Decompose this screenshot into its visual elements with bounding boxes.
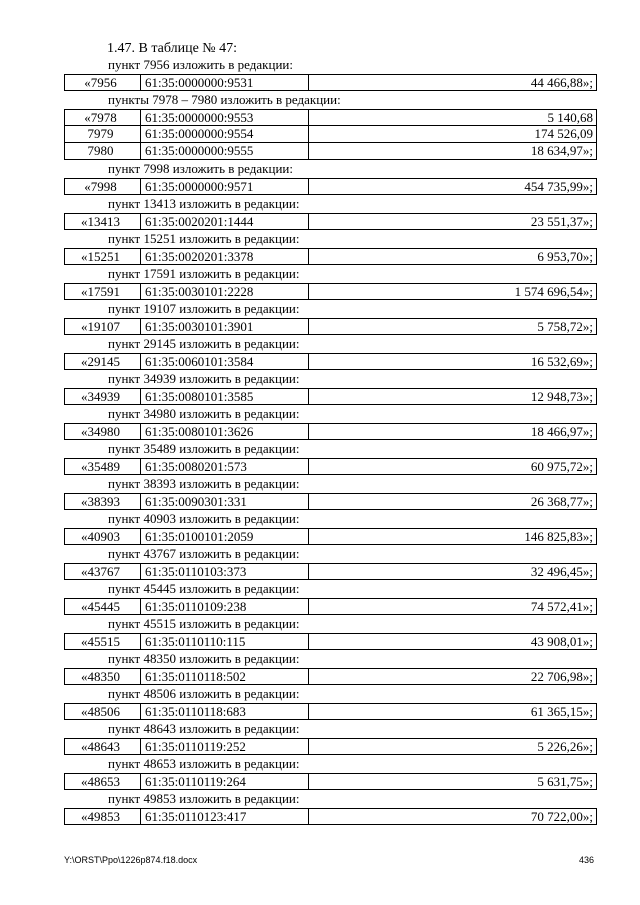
amendment-note: пункт 29145 изложить в редакции: (108, 336, 300, 351)
value-cell: 6 953,70»; (537, 249, 593, 264)
cadastral-number-cell: 61:35:0110119:252 (141, 739, 309, 754)
table-row (64, 493, 597, 510)
table-row (64, 563, 597, 580)
value-cell: 26 368,77»; (530, 494, 593, 509)
section-heading: 1.47. В таблице № 47: (107, 41, 238, 56)
amendment-note: пункт 35489 изложить в редакции: (108, 441, 300, 456)
amendment-note: пункт 13413 изложить в редакции: (108, 196, 300, 211)
value-cell: 43 908,01»; (530, 634, 593, 649)
value-cell: 74 572,41»; (530, 599, 593, 614)
value-cell: 32 496,45»; (530, 564, 593, 579)
amendment-note: пункт 7956 изложить в редакции: (108, 57, 293, 72)
item-number-cell: «29145 (65, 354, 141, 369)
value-cell: 5 631,75»; (537, 774, 593, 789)
table-row (64, 248, 597, 265)
item-number-cell: «48653 (65, 774, 141, 789)
amendment-note: пункт 48653 изложить в редакции: (108, 756, 300, 771)
table-row (64, 74, 597, 91)
value-cell: 1 574 696,54»; (514, 284, 593, 299)
table-row (64, 126, 597, 143)
cadastral-number-cell: 61:35:0100101:2059 (141, 529, 309, 544)
amendment-note: пункт 49853 изложить в редакции: (108, 791, 300, 806)
item-number-cell: «15251 (65, 249, 141, 264)
item-number-cell: «34980 (65, 424, 141, 439)
item-number-cell: «48643 (65, 739, 141, 754)
table-row (64, 598, 597, 615)
item-number-cell: «45515 (65, 634, 141, 649)
amendment-note: пункт 17591 изложить в редакции: (108, 266, 300, 281)
table-row (64, 633, 597, 650)
cadastral-number-cell: 61:35:0080201:573 (141, 459, 309, 474)
amendment-note: пункт 19107 изложить в редакции: (108, 301, 300, 316)
item-number-cell: «43767 (65, 564, 141, 579)
item-number-cell: 7980 (65, 143, 141, 159)
cadastral-number-cell: 61:35:0110103:373 (141, 564, 309, 579)
cadastral-number-cell: 61:35:0110118:502 (141, 669, 309, 684)
cadastral-number-cell: 61:35:0000000:9555 (141, 143, 309, 159)
item-number-cell: «48350 (65, 669, 141, 684)
cadastral-number-cell: 61:35:0110110:115 (141, 634, 309, 649)
value-cell: 18 466,97»; (530, 424, 593, 439)
amendment-note: пункт 38393 изложить в редакции: (108, 476, 300, 491)
value-cell: 5 226,26»; (537, 739, 593, 754)
table-row (64, 738, 597, 755)
table-row (64, 423, 597, 440)
item-number-cell: «7998 (65, 179, 141, 194)
value-cell: 454 735,99»; (524, 179, 593, 194)
footer-page-number: 436 (578, 855, 594, 865)
amendment-note: пункт 45515 изложить в редакции: (108, 616, 300, 631)
item-number-cell: «35489 (65, 459, 141, 474)
cadastral-number-cell: 61:35:0110123:417 (141, 809, 309, 824)
item-number-cell: «38393 (65, 494, 141, 509)
amendment-note: пункт 40903 изложить в редакции: (108, 511, 300, 526)
table-row (64, 178, 597, 195)
cadastral-number-cell: 61:35:0110119:264 (141, 774, 309, 789)
value-cell: 44 466,88»; (530, 75, 593, 90)
cadastral-number-cell: 61:35:0080101:3626 (141, 424, 309, 439)
table-row (64, 703, 597, 720)
value-cell: 12 948,73»; (530, 389, 593, 404)
cadastral-number-cell: 61:35:0030101:3901 (141, 319, 309, 334)
value-cell: 70 722,00»; (530, 809, 593, 824)
value-cell: 60 975,72»; (530, 459, 593, 474)
item-number-cell: «7978 (65, 110, 141, 125)
item-number-cell: «45445 (65, 599, 141, 614)
item-number-cell: 7979 (65, 126, 141, 142)
amendment-note: пункт 48350 изложить в редакции: (108, 651, 300, 666)
cadastral-number-cell: 61:35:0110109:238 (141, 599, 309, 614)
cadastral-number-cell: 61:35:0000000:9554 (141, 126, 309, 142)
amendment-note: пункт 43767 изложить в редакции: (108, 546, 300, 561)
value-cell: 5 758,72»; (537, 319, 593, 334)
amendment-note: пункт 45445 изложить в редакции: (108, 581, 300, 596)
item-number-cell: «13413 (65, 214, 141, 229)
table-row (64, 283, 597, 300)
amendment-note: пункт 34939 изложить в редакции: (108, 371, 300, 386)
cadastral-number-cell: 61:35:0000000:9553 (141, 110, 309, 125)
item-number-cell: «34939 (65, 389, 141, 404)
value-cell: 18 634,97»; (530, 143, 593, 158)
item-number-cell: «7956 (65, 75, 141, 90)
item-number-cell: «19107 (65, 319, 141, 334)
cadastral-number-cell: 61:35:0060101:3584 (141, 354, 309, 369)
table-row (64, 353, 597, 370)
cadastral-number-cell: 61:35:0000000:9571 (141, 179, 309, 194)
amendment-note: пункт 15251 изложить в редакции: (108, 231, 300, 246)
table-row (64, 528, 597, 545)
table-row (64, 773, 597, 790)
value-cell: 146 825,83»; (524, 529, 593, 544)
table-row (64, 388, 597, 405)
footer-file-path: Y:\ORST\Ppo\1226p874.f18.docx (64, 855, 198, 865)
item-number-cell: «40903 (65, 529, 141, 544)
value-cell: 174 526,09 (534, 126, 593, 141)
item-number-cell: «48506 (65, 704, 141, 719)
table-row (64, 808, 597, 825)
cadastral-number-cell: 61:35:0110118:683 (141, 704, 309, 719)
value-cell: 5 140,68 (547, 110, 593, 125)
table-row (64, 213, 597, 230)
table-row (64, 109, 597, 126)
item-number-cell: «17591 (65, 284, 141, 299)
value-cell: 61 365,15»; (530, 704, 593, 719)
amendments-table (64, 56, 597, 825)
amendment-note: пункт 48506 изложить в редакции: (108, 686, 300, 701)
value-cell: 23 551,37»; (530, 214, 593, 229)
amendment-note: пункты 7978 – 7980 изложить в редакции: (108, 92, 341, 107)
value-cell: 22 706,98»; (530, 669, 593, 684)
cadastral-number-cell: 61:35:0030101:2228 (141, 284, 309, 299)
cadastral-number-cell: 61:35:0080101:3585 (141, 389, 309, 404)
table-row (64, 318, 597, 335)
cadastral-number-cell: 61:35:0020201:3378 (141, 249, 309, 264)
cadastral-number-cell: 61:35:0000000:9531 (141, 75, 309, 90)
amendment-note: пункт 7998 изложить в редакции: (108, 161, 293, 176)
table-row (64, 143, 597, 160)
item-number-cell: «49853 (65, 809, 141, 824)
table-row (64, 458, 597, 475)
amendment-note: пункт 34980 изложить в редакции: (108, 406, 300, 421)
cadastral-number-cell: 61:35:0020201:1444 (141, 214, 309, 229)
table-row (64, 668, 597, 685)
cadastral-number-cell: 61:35:0090301:331 (141, 494, 309, 509)
amendment-note: пункт 48643 изложить в редакции: (108, 721, 300, 736)
value-cell: 16 532,69»; (530, 354, 593, 369)
